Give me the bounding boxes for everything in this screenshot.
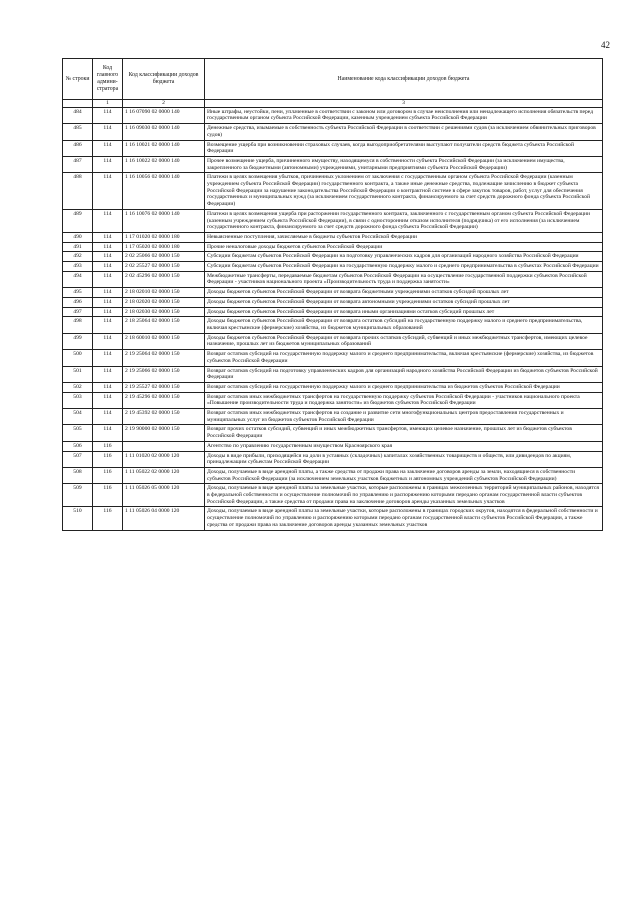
table-row (63, 107, 603, 123)
row-number: 492 (63, 252, 93, 262)
row-number: 498 (63, 317, 93, 333)
classification-code: 1 16 10056 02 0000 140 (123, 173, 205, 210)
code-name: Субсидии бюджетам субъектов Российской Федерации на государственную поддержку малого и среднего предпринимательства в субъектах Российской Федерации (205, 262, 603, 272)
code-name: Доходы бюджетов субъектов Российской Федерации от возврата бюджетными учреждениями остатков субсидий прошлых лет (205, 288, 603, 298)
table-row (63, 392, 603, 408)
table-row (63, 242, 603, 252)
table-row (63, 307, 603, 317)
classification-code: 2 18 02020 02 0000 150 (123, 297, 205, 307)
row-number: 484 (63, 107, 93, 123)
code-name: Доходы бюджетов субъектов Российской Федерации от возврата прочих остатков субсидий, субвенций и иных межбюджетных трансфертов, имеющих целевое назначение, прошлых лет из бюджетов муниципальных образований (205, 333, 603, 349)
column-index: 2 (123, 100, 205, 108)
admin-code: 114 (93, 173, 123, 210)
classification-code: 1 16 10022 02 0000 140 (123, 156, 205, 172)
row-number: 504 (63, 409, 93, 425)
classification-code: 1 16 07090 02 0000 140 (123, 107, 205, 123)
header-row-number: № строки (63, 59, 93, 100)
classification-code: 1 17 05020 02 0000 180 (123, 242, 205, 252)
header-code-name: Наименование кода классификации доходов бюджета (205, 59, 603, 100)
admin-code: 114 (93, 409, 123, 425)
classification-code: 1 11 01020 02 0000 120 (123, 451, 205, 467)
row-number: 494 (63, 271, 93, 287)
column-index (63, 100, 93, 108)
admin-code: 114 (93, 425, 123, 441)
code-name: Платежи в целях возмещения убытков, причиненных уклонением от заключения с государственным органом субъекта Российской Федерации (казенным учреждением субъекта Российской Федерации) государственного контракта, а также иные денежные средства, подлежащие зачислению в бюджет субъекта Российской Федерации за нарушение законодательства Российской Федерации о контрактной системе в сфере закупок товаров, работ, услуг для обеспечения государственных и муниципальных нужд (за исключением государственного контракта, финансируемого за счет средств дорожного фонда субъекта Российской Федерации) (205, 173, 603, 210)
admin-code: 114 (93, 252, 123, 262)
admin-code: 114 (93, 242, 123, 252)
code-name: Доходы, получаемые в виде арендной платы за земельные участки, которые расположены в границах межселенных территорий муниципальных районов, находятся в федеральной собственности и осуществление полномочий по управлению и распоряжению которыми передано органам государственной власти субъектов Российской Федерации, а также средства от продажи права на заключение договоров аренды указанных земельных участков (205, 484, 603, 507)
classification-code: 1 11 05026 04 0000 120 (123, 507, 205, 530)
code-name: Денежные средства, изымаемые в собственность субъекта Российской Федерации в соответствии с решениями судов (за исключением обвинительных приговоров судов) (205, 124, 603, 140)
admin-code: 114 (93, 317, 123, 333)
table-row (63, 156, 603, 172)
row-number: 496 (63, 297, 93, 307)
row-number: 503 (63, 392, 93, 408)
table-row (63, 467, 603, 483)
table-row (63, 441, 603, 451)
header-row (63, 59, 603, 100)
row-number: 501 (63, 366, 93, 382)
classification-code: 2 18 60010 02 0000 150 (123, 333, 205, 349)
classification-code: 2 19 45296 02 0000 150 (123, 392, 205, 408)
code-name: Возмещение ущерба при возникновении страховых случаев, когда выгодоприобретателями выступают получатели средств бюджета субъекта Российской Федерации (205, 140, 603, 156)
code-name: Возврат остатков субсидий на государственную поддержку малого и среднего предпринимательства из бюджетов субъектов Российской Федерации (205, 382, 603, 392)
row-number: 502 (63, 382, 93, 392)
row-number: 488 (63, 173, 93, 210)
classification-code: 2 19 90000 02 0000 150 (123, 425, 205, 441)
admin-code: 114 (93, 262, 123, 272)
classification-code: 1 17 01020 02 0000 180 (123, 232, 205, 242)
code-name: Невыясненные поступления, зачисляемые в бюджеты субъектов Российской Федерации (205, 232, 603, 242)
classification-code: 2 19 25527 02 0000 150 (123, 382, 205, 392)
table-row (63, 507, 603, 530)
code-name: Прочее возмещение ущерба, причиненного имуществу, находящемуся в собственности субъекта Российской Федерации (за исключением имущества, закрепленного за бюджетными (автономными) учреждениями, унитарными предприятиями субъекта Российской Федерации) (205, 156, 603, 172)
table-row (63, 124, 603, 140)
row-number: 510 (63, 507, 93, 530)
code-name: Возврат остатков субсидий на подготовку управленческих кадров для организаций народного хозяйства Российской Федерации из бюджетов субъектов Российской Федерации (205, 366, 603, 382)
header-classification-code: Код классификации доходов бюджета (123, 59, 205, 100)
admin-code: 114 (93, 333, 123, 349)
classification-code: 2 18 02030 02 0000 150 (123, 307, 205, 317)
code-name: Платежи в целях возмещения ущерба при расторжении государственного контракта, заключенного с государственным органом субъекта Российской Федерации (казенным учреждением субъекта Российской Федерации), в связи с односторонним отказом исполнителя (подрядчика) от его исполнения (за исключением государственного контракта, финансируемого за счет средств дорожного фонда субъекта Российской Федерации) (205, 209, 603, 232)
admin-code: 114 (93, 297, 123, 307)
code-name: Доходы бюджетов субъектов Российской Федерации от возврата остатков субсидий на государственную поддержку малого и среднего предпринимательства, включая крестьянские (фермерские) хозяйства, из бюджетов муниципальных образований (205, 317, 603, 333)
classification-code: 1 11 05026 05 0000 120 (123, 484, 205, 507)
admin-code: 114 (93, 288, 123, 298)
code-name: Возврат прочих остатков субсидий, субвенций и иных межбюджетных трансфертов, имеющих целевое назначение, прошлых лет из бюджетов субъектов Российской Федерации (205, 425, 603, 441)
classification-code: 2 19 25064 02 0000 150 (123, 350, 205, 366)
table-row (63, 140, 603, 156)
table-row (63, 209, 603, 232)
column-index: 3 (205, 100, 603, 108)
code-name: Межбюджетные трансферты, передаваемые бюджетам субъектов Российской Федерации на осуществление государственной поддержки субъектов Российской Федерации - участников национального проекта «Производительность труда и поддержка занятости» (205, 271, 603, 287)
table-row (63, 271, 603, 287)
header-admin-code: Код главного админи- стратора (93, 59, 123, 100)
admin-code: 114 (93, 107, 123, 123)
row-number: 495 (63, 288, 93, 298)
table-row (63, 333, 603, 349)
code-name: Возврат остатков иных межбюджетных трансфертов на государственную поддержку субъектов Российской Федерации - участников национального проекта «Повышение производительности труда и поддержка занятости» из бюджетов субъектов Российской Федерации (205, 392, 603, 408)
code-name: Доходы в виде прибыли, приходящейся на доли в уставных (складочных) капиталах хозяйственных товариществ и обществ, или дивидендов по акциям, принадлежащим субъектам Российской Федерации (205, 451, 603, 467)
row-number: 509 (63, 484, 93, 507)
row-number: 487 (63, 156, 93, 172)
classification-code: 2 18 25064 02 0000 150 (123, 317, 205, 333)
table-row (63, 382, 603, 392)
code-name: Доходы, получаемые в виде арендной платы, а также средства от продажи права на заключение договоров аренды за земли, находящиеся в собственности субъектов Российской Федерации (за исключением земельных участков бюджетных и автономных учреждений субъектов Российской Федерации) (205, 467, 603, 483)
column-index-row (63, 100, 603, 108)
admin-code: 116 (93, 507, 123, 530)
table-row (63, 366, 603, 382)
row-number: 489 (63, 209, 93, 232)
table-row (63, 425, 603, 441)
table-row (63, 317, 603, 333)
classification-code: 2 18 02010 02 0000 150 (123, 288, 205, 298)
row-number: 491 (63, 242, 93, 252)
admin-code: 114 (93, 156, 123, 172)
classification-code: 1 16 10021 02 0000 140 (123, 140, 205, 156)
classification-code: 2 02 25527 02 0000 150 (123, 262, 205, 272)
table-row (63, 451, 603, 467)
code-name: Доходы бюджетов субъектов Российской Федерации от возврата автономными учреждениями остатков субсидий прошлых лет (205, 297, 603, 307)
code-name: Прочие неналоговые доходы бюджетов субъектов Российской Федерации (205, 242, 603, 252)
admin-code: 116 (93, 441, 123, 451)
admin-code: 114 (93, 392, 123, 408)
row-number: 485 (63, 124, 93, 140)
admin-code: 114 (93, 140, 123, 156)
column-index: 1 (93, 100, 123, 108)
row-number: 508 (63, 467, 93, 483)
code-name: Агентство по управлению государственным имуществом Красноярского края (205, 441, 603, 451)
row-number: 493 (63, 262, 93, 272)
table-row (63, 252, 603, 262)
admin-code: 114 (93, 232, 123, 242)
classification-code: 2 19 45392 02 0000 150 (123, 409, 205, 425)
classification-code: 2 02 45296 02 0000 150 (123, 271, 205, 287)
admin-code: 116 (93, 467, 123, 483)
classification-code: 2 19 25066 02 0000 150 (123, 366, 205, 382)
table-row (63, 484, 603, 507)
table-row (63, 409, 603, 425)
table-row (63, 173, 603, 210)
admin-code: 114 (93, 209, 123, 232)
admin-code: 114 (93, 124, 123, 140)
table-row (63, 288, 603, 298)
page-number: 42 (601, 40, 610, 50)
row-number: 505 (63, 425, 93, 441)
row-number: 486 (63, 140, 93, 156)
row-number: 497 (63, 307, 93, 317)
classification-code (123, 441, 205, 451)
classification-code: 2 02 25066 02 0000 150 (123, 252, 205, 262)
row-number: 499 (63, 333, 93, 349)
code-name: Субсидии бюджетам субъектов Российской Федерации на подготовку управленческих кадров для организаций народного хозяйства Российской Федерации (205, 252, 603, 262)
admin-code: 116 (93, 451, 123, 467)
admin-code: 116 (93, 484, 123, 507)
table-row (63, 297, 603, 307)
row-number: 506 (63, 441, 93, 451)
admin-code: 114 (93, 350, 123, 366)
classification-code: 1 11 05022 02 0000 120 (123, 467, 205, 483)
code-name: Доходы, получаемые в виде арендной платы за земельные участки, которые расположены в границах городских округов, находятся в федеральной собственности и осуществление полномочий по управлению и распоряжению которыми передано органам государственной власти субъектов Российской Федерации, а также средства от продажи права на заключение договоров аренды указанных земельных участков (205, 507, 603, 530)
classification-code: 1 16 10076 02 0000 140 (123, 209, 205, 232)
code-name: Возврат остатков субсидий на государственную поддержку малого и среднего предпринимательства, включая крестьянские (фермерские) хозяйства, из бюджетов субъектов Российской Федерации (205, 350, 603, 366)
row-number: 507 (63, 451, 93, 467)
row-number: 490 (63, 232, 93, 242)
admin-code: 114 (93, 307, 123, 317)
code-name: Иные штрафы, неустойки, пени, уплаченные в соответствии с законом или договором в случае неисполнения или ненадлежащего исполнения обязательств перед государственным органом субъекта Российской Федерации, казенным учреждением субъекта Российской Федерации (205, 107, 603, 123)
admin-code: 114 (93, 271, 123, 287)
code-name: Возврат остатков иных межбюджетных трансфертов на создание и развитие сети многофункциональных центров предоставления государственных и муниципальных услуг из бюджетов субъектов Российской Федерации (205, 409, 603, 425)
classification-code: 1 16 09030 02 0000 140 (123, 124, 205, 140)
code-name: Доходы бюджетов субъектов Российской Федерации от возврата иными организациями остатков субсидий прошлых лет (205, 307, 603, 317)
table-row (63, 350, 603, 366)
admin-code: 114 (93, 366, 123, 382)
table-row (63, 262, 603, 272)
row-number: 500 (63, 350, 93, 366)
admin-code: 114 (93, 382, 123, 392)
revenue-classification-table (62, 58, 603, 531)
table-row (63, 232, 603, 242)
